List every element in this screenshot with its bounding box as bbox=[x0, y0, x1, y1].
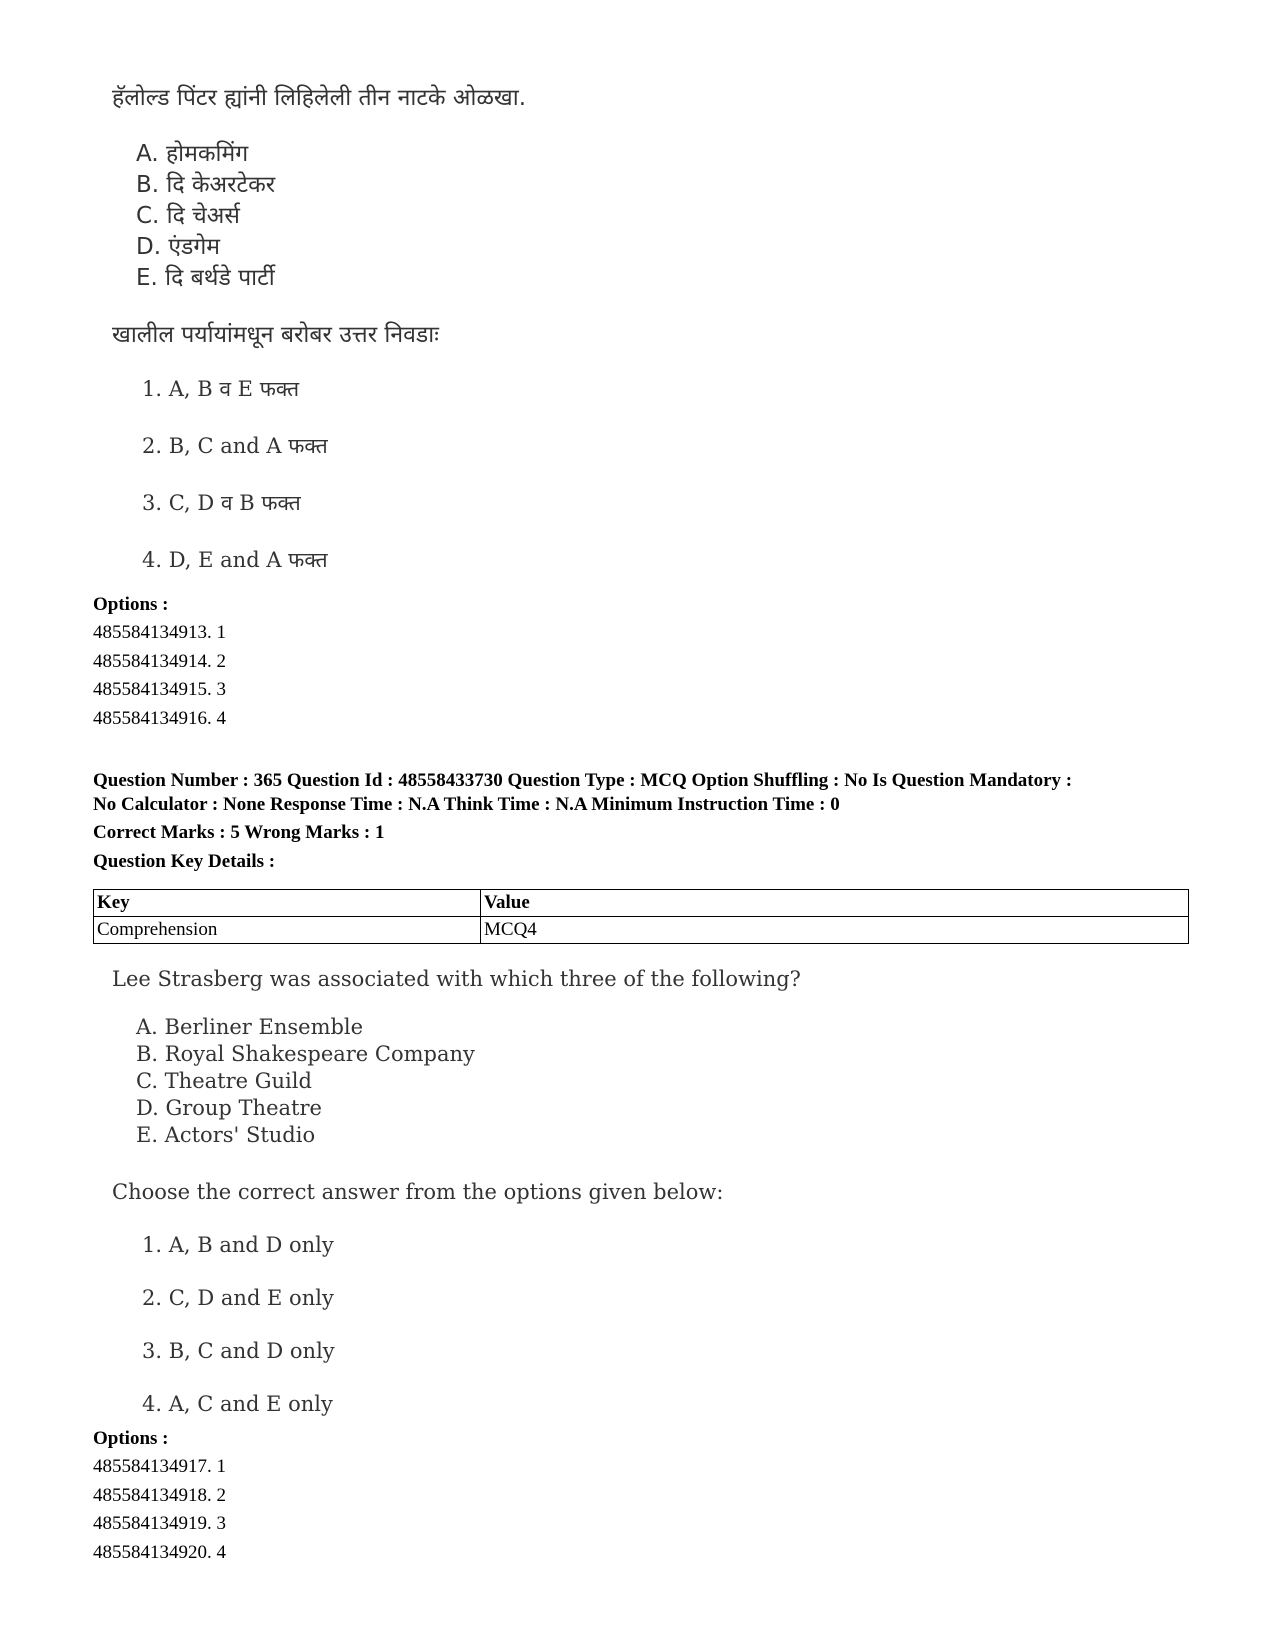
statement-item: E. दि बर्थडे पार्टी bbox=[136, 265, 275, 291]
option-id: 485584134917. 1 bbox=[93, 1456, 226, 1477]
statement-item: B. दि केअरटेकर bbox=[136, 172, 276, 198]
table-header-key: Key bbox=[94, 890, 481, 917]
table-cell: MCQ4 bbox=[481, 917, 1189, 944]
answer-choice: 2. B, C and A फक्त bbox=[142, 434, 328, 458]
option-id: 485584134916. 4 bbox=[93, 708, 226, 729]
statement-item: D. Group Theatre bbox=[136, 1096, 322, 1120]
statement-item: A. Berliner Ensemble bbox=[136, 1015, 364, 1039]
option-id: 485584134918. 2 bbox=[93, 1485, 226, 1506]
table-cell: Comprehension bbox=[94, 917, 481, 944]
answer-choice: 1. A, B and D only bbox=[142, 1233, 334, 1257]
option-id: 485584134915. 3 bbox=[93, 679, 226, 700]
option-id: 485584134914. 2 bbox=[93, 651, 226, 672]
option-id: 485584134920. 4 bbox=[93, 1542, 226, 1563]
options-label: Options : bbox=[93, 1428, 169, 1449]
answer-choice: 4. A, C and E only bbox=[142, 1392, 333, 1416]
answer-choice: 2. C, D and E only bbox=[142, 1286, 334, 1310]
table-header-row bbox=[94, 890, 1189, 917]
answer-choice: 3. B, C and D only bbox=[142, 1339, 335, 1363]
statement-item: C. दि चेअर्स bbox=[136, 203, 240, 229]
statement-item: A. होमकमिंग bbox=[136, 141, 249, 167]
instruction-text: खालील पर्यायांमधून बरोबर उत्तर निवडाः bbox=[112, 322, 439, 348]
table-header-value: Value bbox=[481, 890, 1189, 917]
answer-choice: 1. A, B व E फक्त bbox=[142, 377, 300, 401]
statement-item: E. Actors' Studio bbox=[136, 1123, 316, 1147]
answer-choice: 3. C, D व B फक्त bbox=[142, 491, 301, 515]
answer-choice: 4. D, E and A फक्त bbox=[142, 548, 328, 572]
question-meta-line-2: No Calculator : None Response Time : N.A Think Time : N.A Minimum Instruction Time : 0 bbox=[93, 794, 840, 815]
statement-item: B. Royal Shakespeare Company bbox=[136, 1042, 475, 1066]
question-key-table bbox=[93, 889, 1189, 944]
option-id: 485584134913. 1 bbox=[93, 622, 226, 643]
option-id: 485584134919. 3 bbox=[93, 1513, 226, 1534]
statement-item: C. Theatre Guild bbox=[136, 1069, 312, 1093]
marks-line: Correct Marks : 5 Wrong Marks : 1 bbox=[93, 822, 385, 843]
question-stem: Lee Strasberg was associated with which three of the following? bbox=[112, 967, 801, 991]
table-row bbox=[94, 917, 1189, 944]
key-details-label: Question Key Details : bbox=[93, 851, 276, 872]
question-stem: हॅलोल्ड पिंटर ह्यांनी लिहिलेली तीन नाटके ओळखा. bbox=[112, 85, 527, 111]
instruction-text: Choose the correct answer from the options given below: bbox=[112, 1180, 724, 1204]
statement-item: D. एंडगेम bbox=[136, 234, 221, 260]
question-meta-line-1: Question Number : 365 Question Id : 48558433730 Question Type : MCQ Option Shuffling : No Is Question Mandatory : bbox=[93, 770, 1073, 791]
options-label: Options : bbox=[93, 594, 169, 615]
